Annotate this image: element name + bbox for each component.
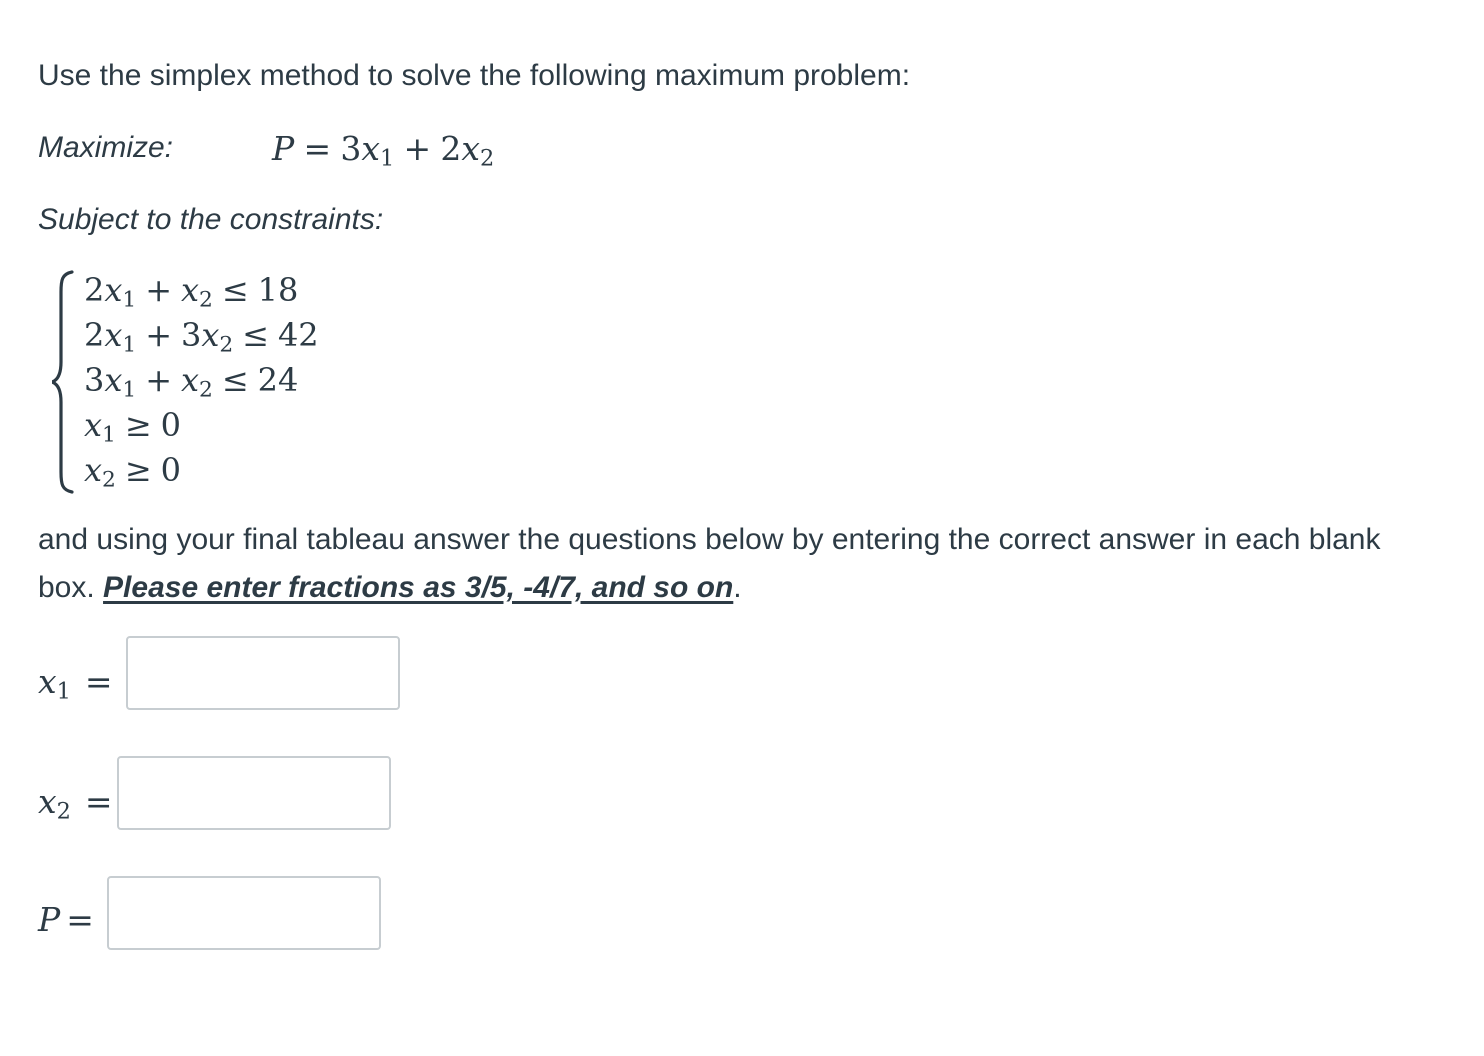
objective-lhs: P [272, 129, 295, 168]
x1-sub: 1 [56, 678, 71, 705]
constraint-rhs: 42 [277, 316, 319, 354]
constraint-sub: 1 [122, 332, 137, 358]
constraint-plus: + [145, 361, 173, 399]
constraint-var: x [201, 316, 220, 354]
constraint-var: x [180, 271, 200, 309]
constraint-row-2 [84, 315, 319, 365]
left-brace-icon [52, 270, 78, 494]
constraint-coef: 3 [84, 361, 105, 399]
constraint-row-4 [84, 405, 181, 455]
constraint-sub: 2 [199, 377, 213, 403]
constraint-sub: 1 [122, 287, 137, 313]
objective-sub-2: 2 [480, 145, 495, 172]
instructions-text: and using your final tableau answer the questions below by entering the correct answer in each blank box. [38, 523, 1381, 604]
objective-sub-1: 1 [379, 145, 395, 172]
constraint-var: x [104, 361, 123, 399]
constraint-relation: ≤ [221, 361, 249, 399]
constraint-rhs: 24 [257, 361, 299, 399]
constraint-plus: + [145, 316, 173, 354]
constraint-coef: 2 [84, 271, 105, 309]
objective-var-2: x [461, 129, 480, 168]
constraint-sub: 2 [199, 287, 213, 313]
constraint-var: x [180, 361, 200, 399]
x2-equals: = [84, 782, 113, 821]
x2-var: x [38, 782, 57, 821]
constraint-var: x [104, 316, 123, 354]
problem-intro: Use the simplex method to solve the following maximum problem: [38, 59, 911, 92]
objective-plus: + [403, 129, 432, 168]
fraction-format-note: Please enter fractions as 3/5, -4/7, and so on [103, 571, 734, 604]
instructions-period: . [733, 571, 742, 604]
constraint-row-5 [84, 450, 181, 500]
constraint-plus: + [145, 271, 173, 309]
constraint-var: x [84, 451, 103, 489]
objective-equals: = [303, 129, 332, 168]
x2-sub: 2 [56, 798, 71, 825]
p-answer-label [38, 898, 94, 942]
constraint-rhs: 0 [160, 406, 181, 444]
p-equals: = [66, 900, 94, 939]
constraint-sub: 1 [122, 377, 137, 403]
p-var: P [38, 900, 61, 939]
x2-answer-label [38, 780, 113, 834]
constraint-sub: 2 [219, 332, 234, 358]
objective-coef-2: 2 [440, 129, 462, 168]
constraint-row-1 [84, 270, 298, 320]
constraint-relation: ≤ [221, 271, 249, 309]
x1-answer-input[interactable] [126, 636, 400, 710]
constraint-rhs: 18 [257, 271, 299, 309]
constraint-sub: 1 [102, 422, 116, 448]
p-answer-input[interactable] [107, 876, 381, 950]
constraint-relation: ≥ [124, 451, 152, 489]
maximize-label: Maximize: [38, 131, 174, 164]
x1-var: x [38, 662, 57, 701]
constraint-row-3 [84, 360, 298, 410]
x1-equals: = [84, 662, 113, 701]
constraint-var: x [104, 271, 123, 309]
objective-coef-1: 3 [340, 129, 362, 168]
x2-answer-input[interactable] [117, 756, 391, 830]
instructions-paragraph [38, 516, 1438, 612]
x1-answer-label [38, 660, 113, 714]
constraint-var: x [84, 406, 103, 444]
constraint-sub: 2 [102, 467, 116, 493]
constraint-coef: 2 [84, 316, 105, 354]
constraint-system [52, 268, 392, 494]
constraint-relation: ≥ [124, 406, 152, 444]
constraint-relation: ≤ [242, 316, 269, 354]
constraint-coef: 3 [180, 316, 202, 354]
objective-var-1: x [361, 129, 380, 168]
constraint-rhs: 0 [160, 451, 181, 489]
constraints-label: Subject to the constraints: [38, 203, 384, 236]
objective-function [272, 127, 494, 181]
